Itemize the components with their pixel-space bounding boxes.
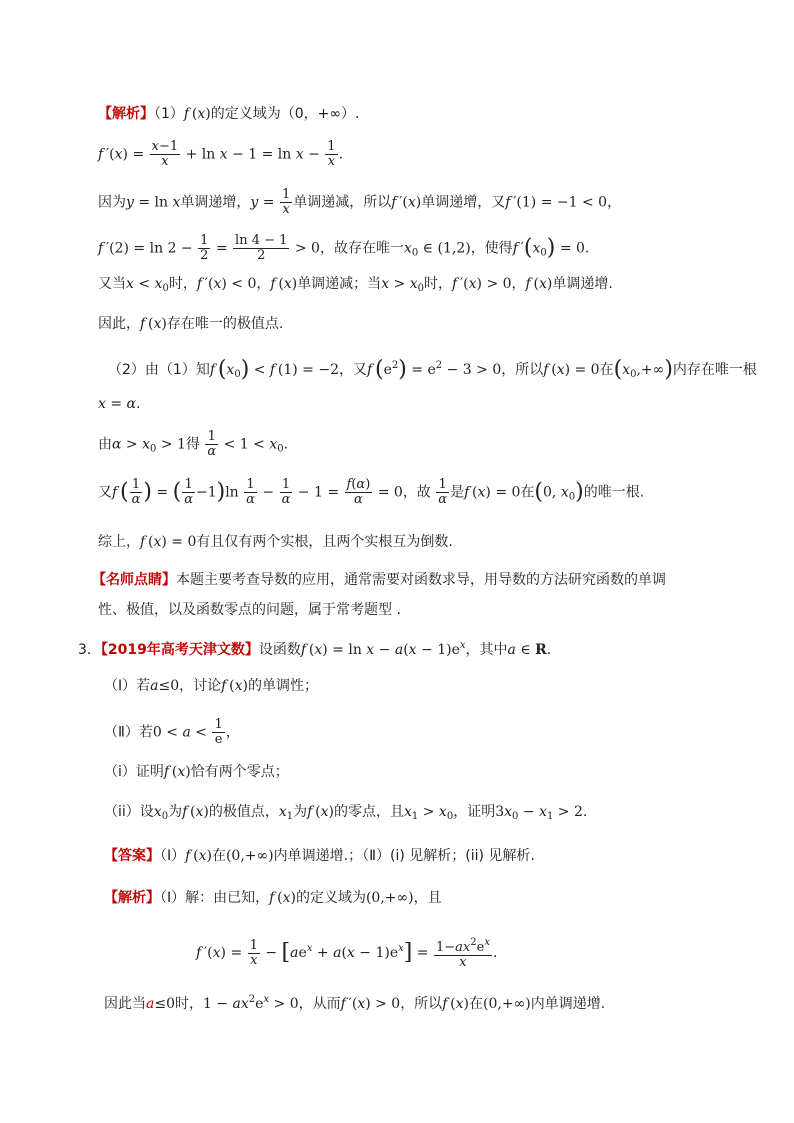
teacher-comment-line-2: [98, 600, 401, 620]
analysis-tag-2: 【解析】: [104, 890, 160, 906]
derivative-line: f ′(x) = $\frac{x-1}{x}$ + ln x − 1 = ln x − $\frac{1}{x}$ .: [98, 139, 344, 169]
f-reciprocal-line: 又f ( $\frac{1}{\alpha}$ ) = ( $\frac{1}{\alpha}$ −1)ln $\frac{1}{\alpha}$ − $\frac{1}{\alpha}$ − 1 = $\frac{f(\alpha)}{\alpha}$ = 0，故 $\frac{1}{\alpha}$ 是f (x) = 0在(0, $x_0$)的唯一根.: [98, 477, 645, 507]
question-3-stem: 3．【2019年高考天津文数】设函数f $(x) = \ln x - a(x - 1)e^x$，其中a ∈ R.: [78, 640, 552, 658]
solution-derivative: f ′(x) = $\frac{1}{x}$ − $[ae^x + a(x - 1)e^x]$ = $\frac{1-ax^2e^x}{x}$ .: [196, 937, 498, 970]
teacher-comment-line-1: [92, 570, 666, 590]
answer-line: 【答案】（Ⅰ）f (x)在(0,+∞)内单调递增.；（Ⅱ）(i) 见解析；(ii) 见解析.: [104, 848, 535, 864]
question-part-2-ii: （ii）设$x_0$为f (x)的极值点，$x_1$为f (x)的零点，且$x_1 > x_0$，证明$3x_0 - x_1 > 2$.: [104, 804, 588, 822]
analysis-line-domain: 【解析】（1）f (x)的定义域为（0，+∞）.: [98, 106, 360, 122]
sign-line: 又当$x < x_0$时，f ′(x) < 0，f (x)单调递减；当$x > x_0$时，f ′(x) > 0，f (x)单调递增.: [98, 276, 613, 294]
question-part-2-i: （i）证明f (x)恰有两个零点；: [104, 764, 289, 780]
solution-line-1: 【解析】（Ⅰ）解：由已知，f (x)的定义域为(0,+∞)，且: [104, 890, 442, 906]
answer-tag: 【答案】: [104, 848, 160, 864]
monotonic-line: 因为y = ln x单调递增，y = $\frac{1}{x}$ 单调递减，所以f ′(x)单调递增，又f ′(1) = −1 < 0，: [98, 187, 622, 217]
question-number: 3．: [78, 642, 101, 658]
analysis-tag: 【解析】: [98, 106, 154, 122]
source-tag: 【2019年高考天津文数】: [100, 642, 259, 658]
teacher-tag: 【名师点睛】: [92, 572, 176, 588]
f-prime-2-line: f ′(2) = ln 2 − $\frac{1}{2}$ = $\frac{\ln 4 - 1}{2}$ > 0，故存在唯一$x_0$ ∈ (1,2)，使得f $'(x_0) = 0$.: [98, 233, 590, 263]
summary-line: 综上，f (x) = 0有且仅有两个实根，且两个实根互为倒数.: [98, 534, 453, 550]
extremum-line: 因此，f (x)存在唯一的极值点.: [98, 316, 284, 332]
question-part-2: （Ⅱ）若0 < a < $\frac{1}{e}$ ，: [104, 717, 240, 747]
question-part-1: （Ⅰ）若a≤0，讨论f (x)的单调性；: [104, 678, 318, 694]
reciprocal-line: 由$\alpha > x_0 > 1$得 $\frac{1}{\alpha}$ < $1 < x_0$.: [98, 429, 289, 459]
part2-line: （2）由（1）知f $(x_0) < f$ (1) = −2，又f $(e^2) = e^2 - 3 > 0$，所以f (x) = 0在$(x_0,+\infty)$内存在唯一根: [108, 357, 757, 382]
root-alpha-line: x = α.: [98, 396, 141, 412]
solution-conclusion: 因此当a≤0时，$1 - ax^2e^x > 0$，从而f ′(x) > 0，所以f (x)在(0,+∞)内单调递增.: [104, 994, 606, 1012]
teacher-comment-text-1: 本题主要考查导数的应用，通常需要对函数求导，用导数的方法研究函数的单调: [176, 572, 666, 588]
teacher-comment-text-2: 性、极值，以及函数零点的问题，属于常考题型 .: [98, 602, 401, 618]
